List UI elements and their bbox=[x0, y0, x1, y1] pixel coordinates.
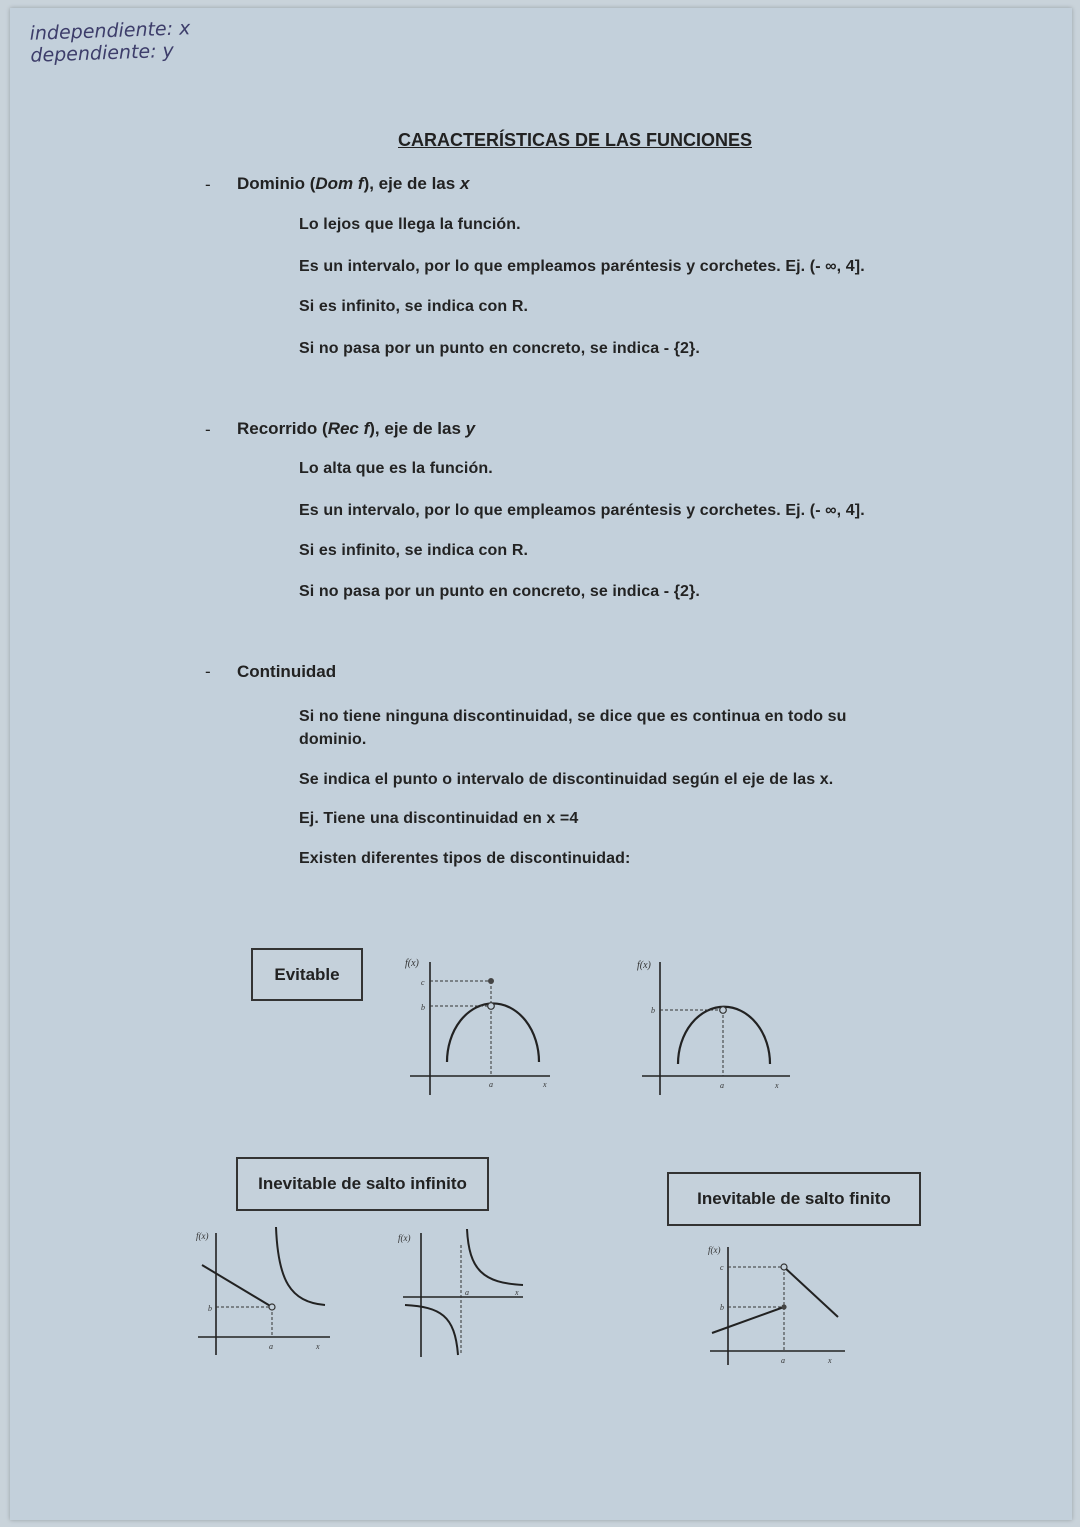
dominio-line-3: Si es infinito, se indica con R. bbox=[299, 298, 529, 315]
recorrido-line-2: Es un intervalo, por lo que empleamos paréntesis y corchetes. Ej. (- ∞, 4]. bbox=[299, 502, 865, 519]
dominio-line-4: Si no pasa por un punto en concreto, se indica - {2}. bbox=[299, 340, 700, 357]
g1-b-label: b bbox=[421, 1003, 425, 1012]
box-evitable-label: Evitable bbox=[274, 964, 340, 984]
g5-c-label: c bbox=[720, 1263, 724, 1272]
recorrido-line-3: Si es infinito, se indica con R. bbox=[299, 542, 529, 559]
heading-recorrido-pre: Recorrido ( bbox=[237, 419, 328, 438]
g5-filled-point bbox=[781, 1304, 786, 1309]
graph-evitable-1 bbox=[400, 950, 560, 1100]
g5-open-point bbox=[781, 1264, 787, 1270]
g1-open-point bbox=[488, 1003, 495, 1010]
heading-recorrido bbox=[237, 419, 475, 439]
g2-curve bbox=[678, 1007, 770, 1064]
g2-b-label: b bbox=[651, 1006, 655, 1015]
g2-a-label: a bbox=[720, 1081, 724, 1090]
graph-evitable-2 bbox=[630, 950, 800, 1100]
g4-fx-label: f(x) bbox=[398, 1233, 411, 1243]
graph-salto-infinito-2 bbox=[395, 1225, 530, 1360]
handwritten-line-1: independiente: x bbox=[29, 17, 191, 45]
graph-salto-infinito-1 bbox=[190, 1225, 340, 1360]
g2-x-label: x bbox=[775, 1081, 779, 1090]
handwritten-line-2: dependiente: y bbox=[30, 39, 175, 67]
g1-curve bbox=[447, 1003, 539, 1062]
heading-recorrido-mid: ), eje de las bbox=[369, 419, 466, 438]
dominio-line-2: Es un intervalo, por lo que empleamos paréntesis y corchetes. Ej. (- ∞, 4]. bbox=[299, 258, 865, 275]
handwritten-note bbox=[29, 17, 191, 67]
g5-x-label: x bbox=[828, 1356, 832, 1365]
g1-fx-label: f(x) bbox=[405, 958, 419, 969]
heading-dominio-pre: Dominio ( bbox=[237, 174, 316, 193]
continuidad-line-1: Si no tiene ninguna discontinuidad, se dice que es continua en todo su dominio. bbox=[299, 708, 847, 748]
g2-open-point bbox=[720, 1007, 727, 1014]
box-salto-infinito bbox=[236, 1157, 489, 1211]
graph-salto-finito bbox=[700, 1237, 850, 1367]
g1-a-label: a bbox=[489, 1080, 493, 1089]
g5-a-label: a bbox=[781, 1356, 785, 1365]
box-salto-infinito-label: Inevitable de salto infinito bbox=[258, 1174, 467, 1193]
heading-recorrido-em: Rec f bbox=[327, 419, 370, 438]
g5-fx-label: f(x) bbox=[708, 1245, 721, 1255]
g4-curve-left bbox=[405, 1305, 458, 1355]
heading-dominio-mid: ), eje de las bbox=[363, 174, 460, 193]
heading-dominio-var: x bbox=[459, 174, 470, 193]
g3-line-left bbox=[202, 1265, 272, 1307]
g1-c-label: c bbox=[421, 978, 425, 987]
g3-curve-right bbox=[276, 1227, 325, 1305]
g2-fx-label: f(x) bbox=[637, 960, 651, 971]
continuidad-line-4: Existen diferentes tipos de discontinuidad: bbox=[299, 850, 631, 867]
recorrido-line-1: Lo alta que es la función. bbox=[299, 460, 493, 477]
g1-filled-point bbox=[488, 978, 494, 984]
heading-recorrido-var: y bbox=[465, 419, 476, 438]
g3-x-label: x bbox=[316, 1342, 320, 1351]
box-salto-finito bbox=[667, 1172, 921, 1226]
bullet-dominio: - bbox=[205, 175, 211, 194]
recorrido-line-4: Si no pasa por un punto en concreto, se indica - {2}. bbox=[299, 583, 700, 600]
box-evitable bbox=[251, 948, 363, 1001]
continuidad-line-2: Se indica el punto o intervalo de discontinuidad según el eje de las x. bbox=[299, 771, 834, 788]
box-salto-finito-label: Inevitable de salto finito bbox=[697, 1189, 891, 1208]
bullet-recorrido: - bbox=[205, 420, 211, 439]
heading-dominio-em: Dom f bbox=[315, 174, 364, 193]
page-title: CARACTERÍSTICAS DE LAS FUNCIONES bbox=[398, 130, 753, 150]
g3-b-label: b bbox=[208, 1304, 212, 1313]
g5-line-right bbox=[784, 1267, 838, 1317]
bullet-continuidad: - bbox=[205, 662, 211, 681]
dominio-line-1: Lo lejos que llega la función. bbox=[299, 216, 521, 233]
continuidad-line-3: Ej. Tiene una discontinuidad en x =4 bbox=[299, 810, 579, 827]
heading-continuidad: Continuidad bbox=[237, 662, 337, 681]
paper-sheet bbox=[10, 8, 1072, 1520]
g3-open-point bbox=[269, 1304, 275, 1310]
heading-dominio bbox=[237, 174, 469, 194]
g4-a-label: a bbox=[465, 1288, 469, 1297]
g4-x-label: x bbox=[515, 1288, 519, 1297]
g3-a-label: a bbox=[269, 1342, 273, 1351]
g5-b-label: b bbox=[720, 1303, 724, 1312]
g1-x-label: x bbox=[543, 1080, 547, 1089]
g3-fx-label: f(x) bbox=[196, 1231, 209, 1241]
g4-curve-right bbox=[467, 1229, 523, 1285]
